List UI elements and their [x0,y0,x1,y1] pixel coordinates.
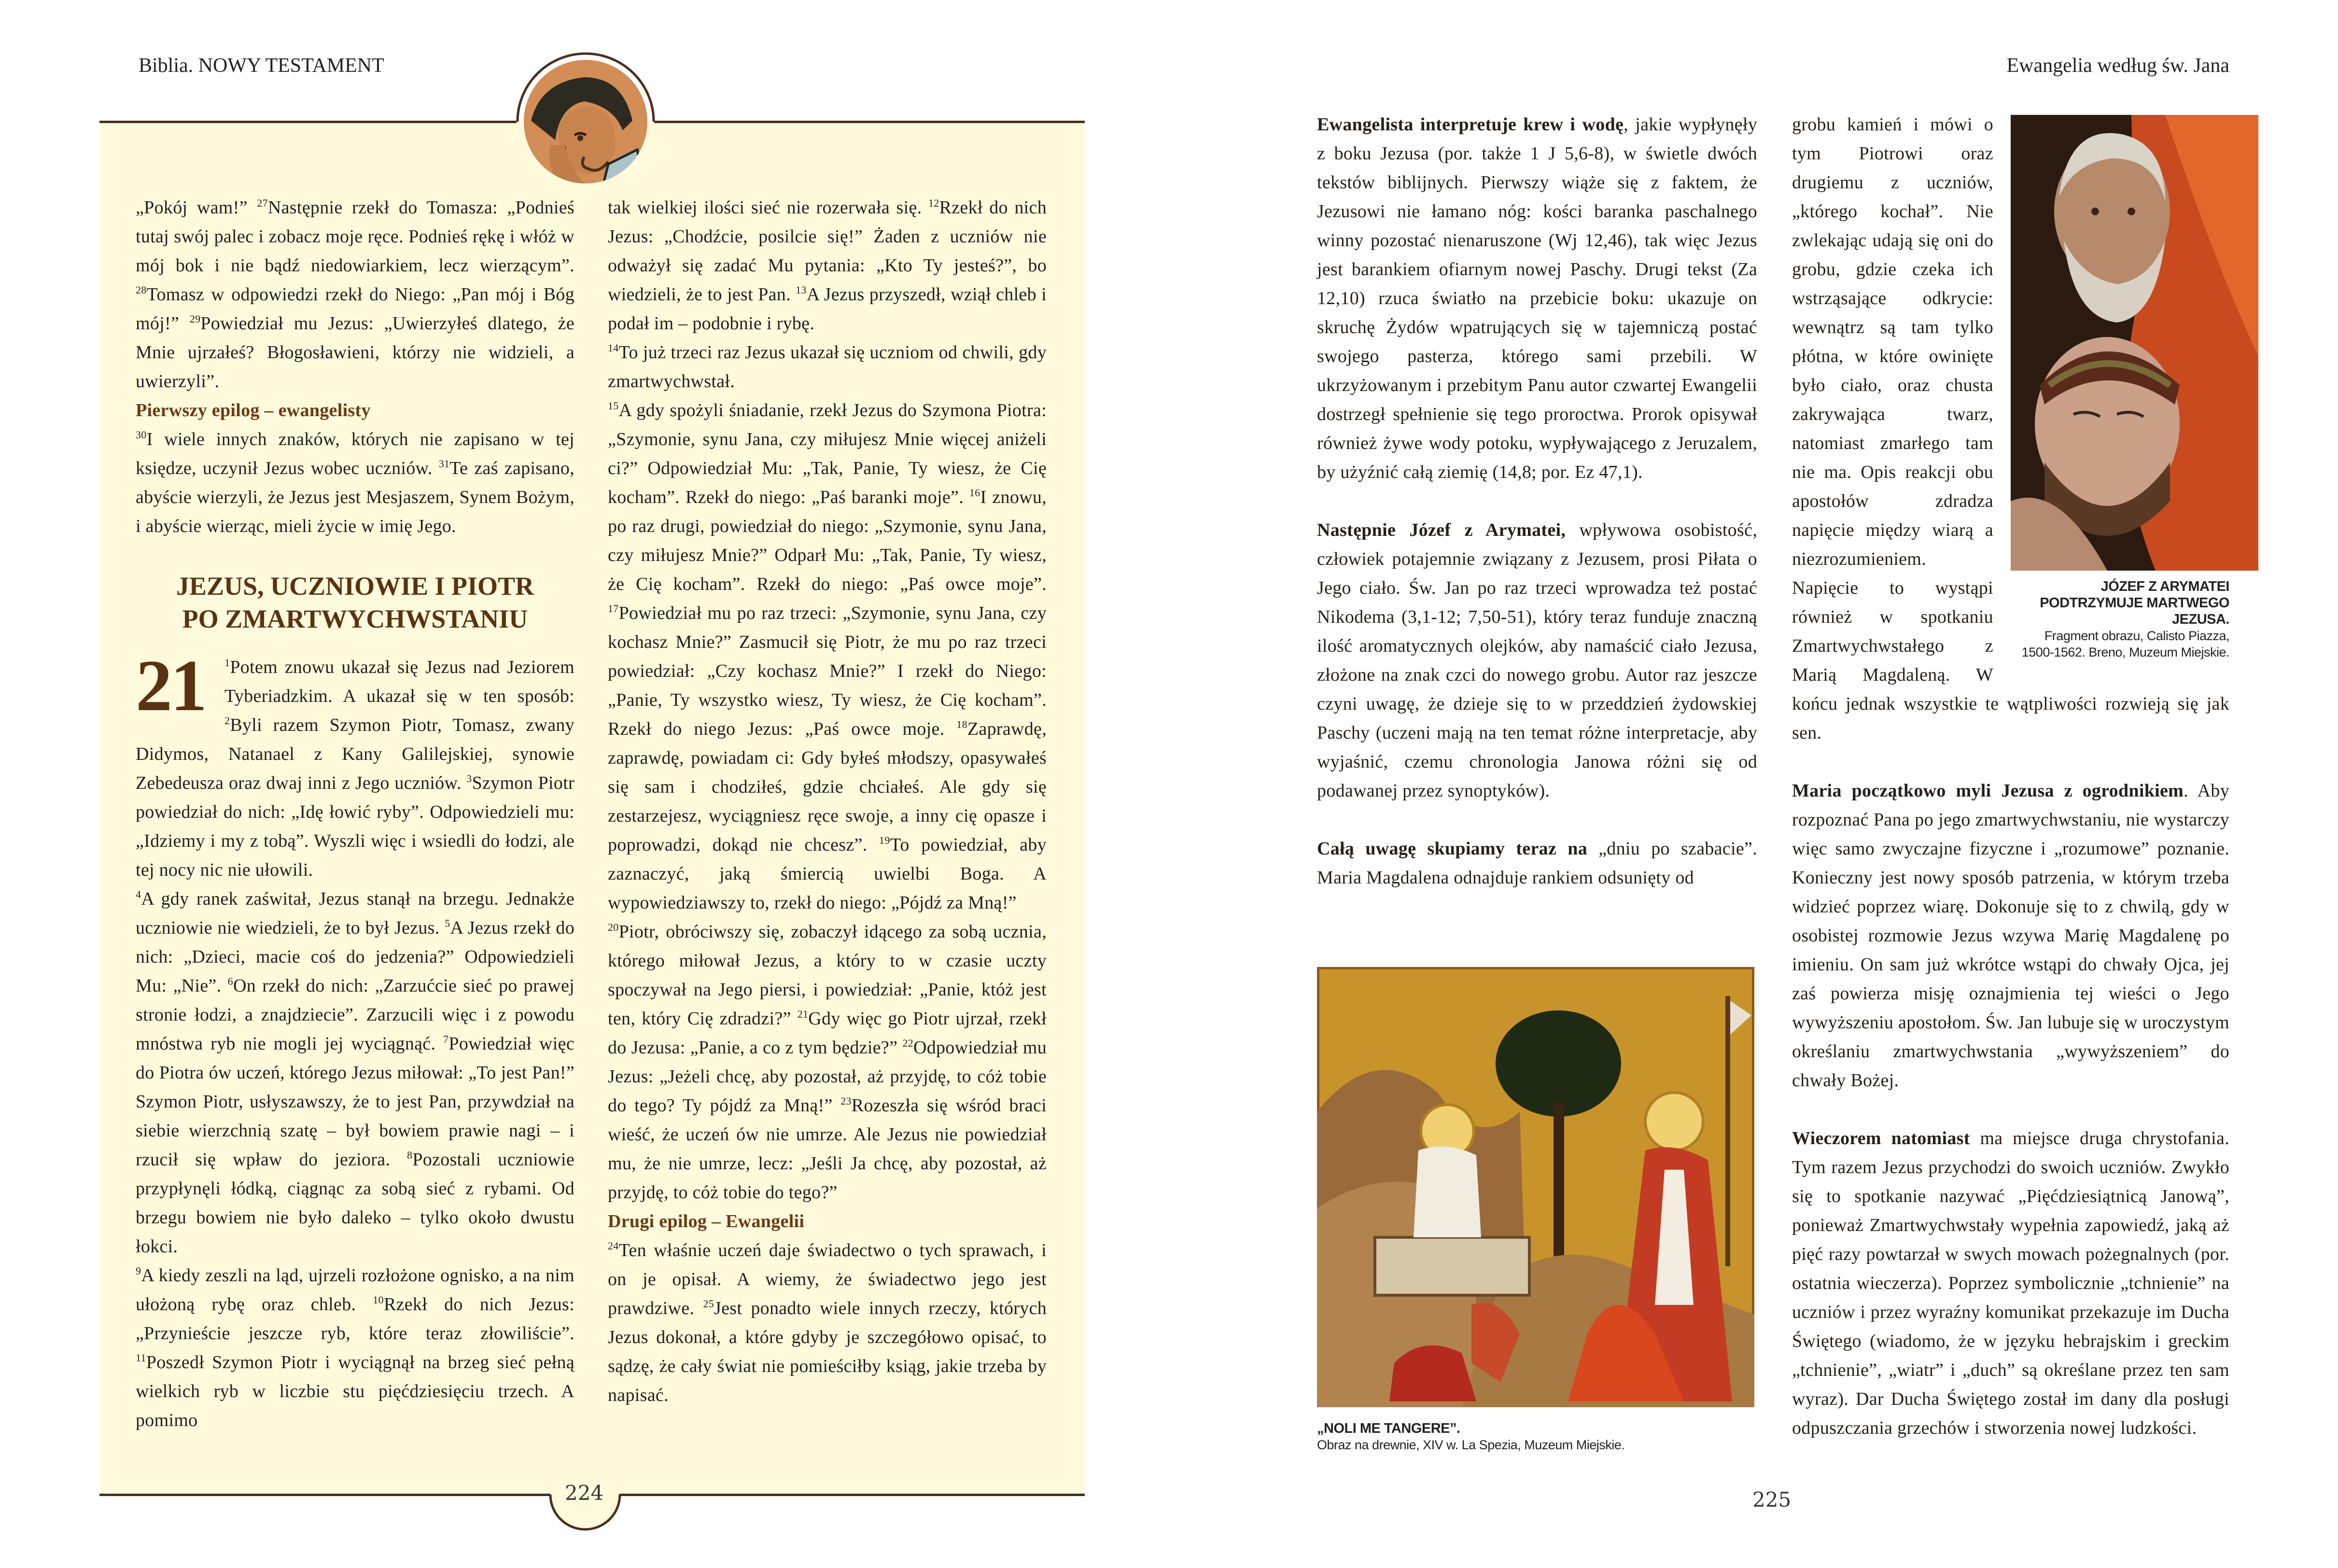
text-run: Gdy więc go Piotr ujrzał, rzekł do Jezusa: „Panie, a co z tym będzie?” [608,1008,1047,1058]
paragraph [136,884,574,1261]
painting-joseph-of-arimathea [2011,115,2258,571]
text-run: A kiedy zeszli na ląd, ujrzeli rozłożone ognisko, a na nim ułożoną rybę oraz chleb. [136,1265,574,1315]
paragraph [136,1261,574,1435]
verse-number: 25 [703,1298,714,1310]
text-run: I wiele innych znaków, których nie zapisano w tej księdze, uczynił Jezus wobec uczniów. [136,429,574,478]
text-run: Powiedział mu po raz trzeci: „Szymonie, synu Jana, czy kochasz Mnie?” Zasmucił się Piotr, że mu po raz trzeci powiedział: „Czy kochasz Mnie?” I rzekł do Niego: „Panie, Ty wszystko wiesz, Ty wiesz, że Cię kocham”. Rzekł do niego Jezus: „Paś owce moje. [608,603,1047,739]
verse-number: 9 [136,1265,141,1277]
commentary-paragraph [1792,776,2229,1095]
text-run: Ten właśnie uczeń daje świadectwo o tych sprawach, i on je opisał. A wiemy, że świadectwo jego jest prawdziwe. [608,1240,1047,1318]
text-run: A Jezus przyszedł, wziął chleb i podał im – podobnie i rybę. [608,284,1047,334]
verse-number: 2 [224,714,230,727]
verse-number: 8 [407,1149,413,1161]
text-run: . Aby rozpoznać Pana po jego zmartwychwstaniu, nie wystarczy więc samo zwyczajne fizyczne i „rozumowe” poznanie. Konieczny jest nowy sposób patrzenia, w którym trzeba widzieć poprzez wiarę. Dokonuje się to z chwilą, gdy w osobistej rozmowie Jezus wzywa Marię Magdalenę po imieniu. On sam już wkrótce wstąpi do chwały Ojca, jej zaś powierza misję oznajmienia tej wieści o Jego wywyższeniu apostołom. Św. Jan lubuje się w uroczystym określaniu zmartwychwstania „wywyższeniem” do chwały Bożej. [1792,781,2229,1091]
text-run: Powiedział więc do Piotra ów uczeń, którego Jezus miłował: „To jest Pan!” Szymon Piotr, usłyszawszy, że to jest Pan, przywdział na siebie wierzchnią szatę – był bowiem prawie nagi – i rzucił się wpław do jeziora. [136,1034,574,1170]
text-run: grobu kamień i mówi o tym Piotrowi oraz drugiemu z uczniów, „którego kochał”. Nie zwlekając udają się oni do grobu, gdzie czeka ich wstrząsające odkrycie: wewnątrz są tam tylko płótna, w które owinięte było ciało, oraz chusta zakrywająca twarz, natomiast zmarłego tam nie ma. Opis reakcji obu apostołów zdradza napięcie między wiarą a niezrozumieniem. Napięcie to wystąpi również w spotkaniu Zmartwychwstałego z Marią Magdaleną. W końcu jednak wszystkie te wątpliwości rozwieją się jak sen. [1792,114,2229,743]
verse-number: 5 [445,917,450,929]
text-run: A gdy spożyli śniadanie, rzekł Jezus do Szymona Piotra: „Szymonie, synu Jana, czy miłujesz Mnie więcej aniżeli ci?” Odpowiedział Mu: „Tak, Panie, Ty wiesz, że Cię kocham”. Rzekł do niego: „Paś baranki moje”. [608,400,1047,507]
text-run: Piotr, obróciwszy się, zobaczył idącego za sobą ucznia, którego miłował Jezus, a który to w czasie uczty spoczywał na Jego piersi, i powiedział: „Panie, któż jest ten, który Cię zdradzi?” [608,922,1047,1029]
text-run: A gdy ranek zaświtał, Jezus stanął na brzegu. Jednakże uczniowie nie wiedzieli, że to był Jezus. [136,889,574,938]
page-number-right: 225 [1752,1488,1792,1512]
commentary-paragraph [1317,834,1757,892]
text-run: Tomasz w odpowiedzi rzekł do Niego: „Pan mój i Bóg mój!” [136,284,574,334]
text-run: Te zaś zapisano, abyście wierzyli, że Jezus jest Mesjaszem, Synem Bożym, i abyście wierząc, mieli życie w imię Jego. [136,458,574,536]
text-run: „Pokój wam!” [136,197,257,218]
right-column-1 [1317,110,1757,892]
verse-number: 27 [257,197,268,209]
verse-number: 3 [466,772,472,784]
left-column-1 [136,193,574,1435]
text-run: Rzekł do nich Jezus: „Przynieście jeszcze ryb, które teraz złowiliście”. [136,1294,574,1344]
chapter-number: 21 [136,645,205,726]
verse-number: 30 [136,429,147,441]
text-run: Szymon Piotr powiedział do nich: „Idę łowić ryby”. Odpowiedzieli mu: „Idziemy i my z tobą”. Wyszli więc i wsiedli do łodzi, ale tej nocy nic nie ułowili. [136,773,575,880]
verse-number: 20 [608,921,619,933]
verse-number: 7 [443,1033,449,1045]
chapter-title [136,570,574,635]
verse-number: 13 [796,284,807,296]
text-run: Odpowiedział mu Jezus: „Jeżeli chcę, aby pozostał, aż przyjdę, to cóż tobie do tego? Ty pójdź za Mną!” [608,1037,1047,1116]
text-run: , jakie wypłynęły z boku Jezusa (por. także 1 J 5,6-8), w świetle dwóch tekstów biblijnych. Pierwszy wiąże się z faktem, że Jezusowi nie łamano nóg: kości baranka paschalnego winny pozostać nienaruszone (Wj 12,46), tak więc Jezus jest barankiem ofiarnym nowej Paschy. Drugi tekst (Za 12,10) rzuca światło na przebicie boku: ukazuje on skruchę Żydów wpatrujących się w tajemniczą postać swojego pasterza, którego sami przebili. W ukrzyżowanym i przebitym Panu autor czwartej Ewangelii dostrzegł spełnienie się tego proroctwa. Prorok opisywał również żywe wody potoku, wypływającego z Jeruzalem, by użyźnić całą ziemię (14,8; por. Ez 47,1). [1317,114,1758,482]
verse-number: 14 [608,342,619,354]
bold-lead-in: Następnie Józef z Arymatei, [1317,520,1566,540]
paragraph [136,193,574,396]
text-run: To powiedział, aby zaznaczyć, jaką śmiercią uwielbi Boga. A wypowiedziawszy to, rzekł do niego: „Pójdź za Mną!” [608,835,1047,913]
caption-title: JÓZEF Z ARYMATEI PODTRZYMUJE MARTWEGO JEZUSA. [2040,579,2229,627]
text-run: Byli razem Szymon Piotr, Tomasz, zwany Didymos, Natanael z Kany Galilejskiej, synowie Zebedeusza oraz dwaj inni z Jego uczniów. [136,715,574,793]
bottom-rule-left [99,1494,550,1496]
text-run: Rzekł do nich Jezus: „Chodźcie, posilcie się!” Żaden z uczniów nie odważył się zadać Mu pytania: „Kto Ty jesteś?”, bo wiedzieli, że to jest Pan. [608,197,1047,305]
top-rule-right [654,121,1085,123]
caption-text: Obraz na drewnie, XIV w. La Spezia, Muzeum Miejskie. [1317,1438,1625,1452]
text-run: On rzekł do nich: „Zarzućcie sieć po prawej stronie łodzi, a znajdziecie”. Zarzucili więc i z powodu mnóstwa ryb nie mogli jej wyciągnąć. [136,976,574,1054]
text-run: ma miejsce druga chrystofania. Tym razem Jezus przychodzi do swoich uczniów. Zwykło się to spotkanie nazywać „Pięćdziesiątnicą Janową”, ponieważ Zmartwychwstały wypełnia zapowiedź, jaką aż pięć razy powtarzał w swych mowach pożegnalnych (por. ostatnia wieczerza). Poprzez symbolicznie „tchnienie” na uczniów i przez wyraźny komunikat przekazuje im Ducha Świętego (wiadomo, że w języku hebrajskim i greckim „tchnienie”, „wiatr” i „duch” są określane przez ten sam wyraz). Dar Ducha Świętego został im dany dla posługi odpuszczania grzechów i stworzenia nowej ludzkości. [1792,1128,2229,1438]
chapter-title-line: PO ZMARTWYCHWSTANIU [182,604,528,633]
verse-number: 16 [969,487,980,499]
commentary-paragraph [1317,516,1757,805]
page-number-left: 224 [565,1481,604,1505]
bold-lead-in: Maria początkowo myli Jezusa z ogrodnikiem [1792,781,2184,801]
text-run: wpływowa osobistość, człowiek potajemnie związany z Jezusem, prosi Piłata o Jego ciało. Św. Jan po raz trzeci wprowadza też postać Nikodema (3,1-12; 7,50-51), który teraz funduje znaczną ilość aromatycznych olejków, aby namaścić ciało Jezusa, złożone na znak czci do nowego grobu. Autor raz jeszcze czyni uwagę, że dzieje się to w przeddzień żydowskiej Paschy (uczeni mają na ten temat różne interpretacje, aby wyjaśnić, czemu chronologia Janowa różni się od podawanej przez synoptyków). [1317,520,1757,801]
text-run: „dniu po szabacie”. Maria Magdalena odnajduje rankiem odsunięty od [1317,839,1757,888]
verse-number: 1 [224,657,230,669]
commentary-paragraph [1792,1124,2229,1442]
verse-number: 15 [608,400,619,412]
paragraph [608,1236,1047,1410]
text-run: Poszedł Szymon Piotr i wyciągnął na brzeg sieć pełną wielkich ryb w liczbie stu pięćdziesięciu trzech. A pomimo [136,1352,574,1430]
text-run: tak wielkiej ilości sieć nie rozerwała się. [608,197,928,218]
right-column-2 [1792,110,2229,1442]
caption-title: „NOLI ME TANGERE”. [1317,1421,1460,1436]
paragraph [608,917,1047,1207]
verse-number: 6 [227,975,233,987]
caption-text: Fragment obrazu, Calisto Piazza, 1500-1562. Breno, Muzeum Miejskie. [2021,629,2229,659]
verse-number: 17 [608,602,619,615]
caption-noli-me-tangere [1317,1420,1754,1453]
medallion-john-portrait [512,48,661,203]
text-run: A Jezus rzekł do nich: „Dzieci, macie coś do jedzenia?” Odpowiedzieli Mu: „Nie”. [136,918,574,996]
paragraph [136,645,575,884]
text-run: To już trzeci raz Jezus ukazał się uczniom od chwili, gdy zmartwychwstał. [608,342,1047,392]
running-header-right: Ewangelia według św. Jana [2006,55,2229,77]
text-run: Jest ponadto wiele innych rzeczy, których Jezus dokonał, a które gdyby je szczegółowo opisać, to sądzę, że cały świat nie pomieściłby ksiąg, jakie trzeba by napisać. [608,1298,1047,1405]
verse-number: 19 [879,834,890,846]
paragraph [608,338,1047,396]
verse-number: 10 [373,1294,384,1306]
text-run: Następnie rzekł do Tomasza: „Podnieś tutaj swój palec i zobacz moje ręce. Podnieś rękę i włóż w mój bok i nie bądź niedowiarkiem, lecz wierzącym”. [136,197,574,276]
text-run: Zaprawdę, zaprawdę, powiadam ci: Gdy byłeś młodszy, opasywałeś się sam i chodziłeś, gdzie chciałeś. Ale gdy się zestarzejesz, wyciągniesz ręce swoje, a inny cię opasze i poprowadzi, dokąd nie chcesz”. [608,719,1047,855]
text-run: Powiedział mu Jezus: „Uwierzyłeś dlatego, że Mnie ujrzałeś? Błogosławieni, którzy nie widzieli, a uwierzyli”. [136,313,574,392]
running-header-left: Biblia. NOWY TESTAMENT [139,55,384,77]
verse-number: 12 [928,197,939,209]
bold-lead-in: Ewangelista interpretuje krew i wodę [1317,114,1624,135]
paragraph [136,425,574,541]
verse-number: 11 [136,1352,146,1364]
caption-joseph-of-arimathea [2011,578,2229,660]
bold-lead-in: Całą uwagę skupiamy teraz na [1317,839,1587,859]
left-column-2 [608,193,1047,1410]
verse-number: 29 [189,313,201,325]
verse-number: 31 [438,458,450,470]
verse-number: 28 [136,284,147,296]
chapter-title-line: JEZUS, UCZNIOWIE I PIOTR [176,572,534,601]
verse-number: 24 [608,1240,619,1252]
text-run: Potem znowu ukazał się Jezus nad Jeziorem Tyberiadzkim. A ukazał się w ten sposób: [224,657,574,706]
paragraph [608,396,1047,917]
bottom-rule-right [619,1494,1085,1496]
verse-number: 18 [956,718,967,730]
figure-joseph-of-arimathea [2011,115,2258,660]
verse-number: 4 [136,888,141,900]
section-heading: Pierwszy epilog – ewangelisty [136,400,371,420]
verse-number: 23 [840,1095,852,1107]
top-rule-left [99,121,517,123]
verse-number: 22 [902,1037,913,1049]
text-run: Rozeszła się wśród braci wieść, że uczeń ów nie umrze. Ale Jezus nie powiedział mu, że nie umrze, lecz: „Jeśli Ja chcę, aby pozostał, aż przyjdę, to cóż tobie do tego?” [608,1095,1047,1203]
commentary-paragraph [1317,110,1757,487]
text-run: I znowu, po raz drugi, powiedział do niego: „Szymonie, synu Jana, czy miłujesz Mnie?” Odparł Mu: „Tak, Panie, Ty wiesz, że Cię kocham”. Rzekł do niego: „Paś owce moje”. [608,487,1047,594]
paragraph [608,193,1047,338]
painting-noli-me-tangere [1317,967,1754,1407]
section-heading: Drugi epilog – Ewangelii [608,1211,805,1232]
verse-number: 21 [797,1008,809,1020]
bold-lead-in: Wieczorem natomiast [1792,1128,1970,1148]
text-run: Pozostali uczniowie przypłynęli łódką, ciągnąc za sobą sieć z rybami. Od brzegu bowiem nie było daleko – tylko około dwustu łokci. [136,1149,574,1257]
